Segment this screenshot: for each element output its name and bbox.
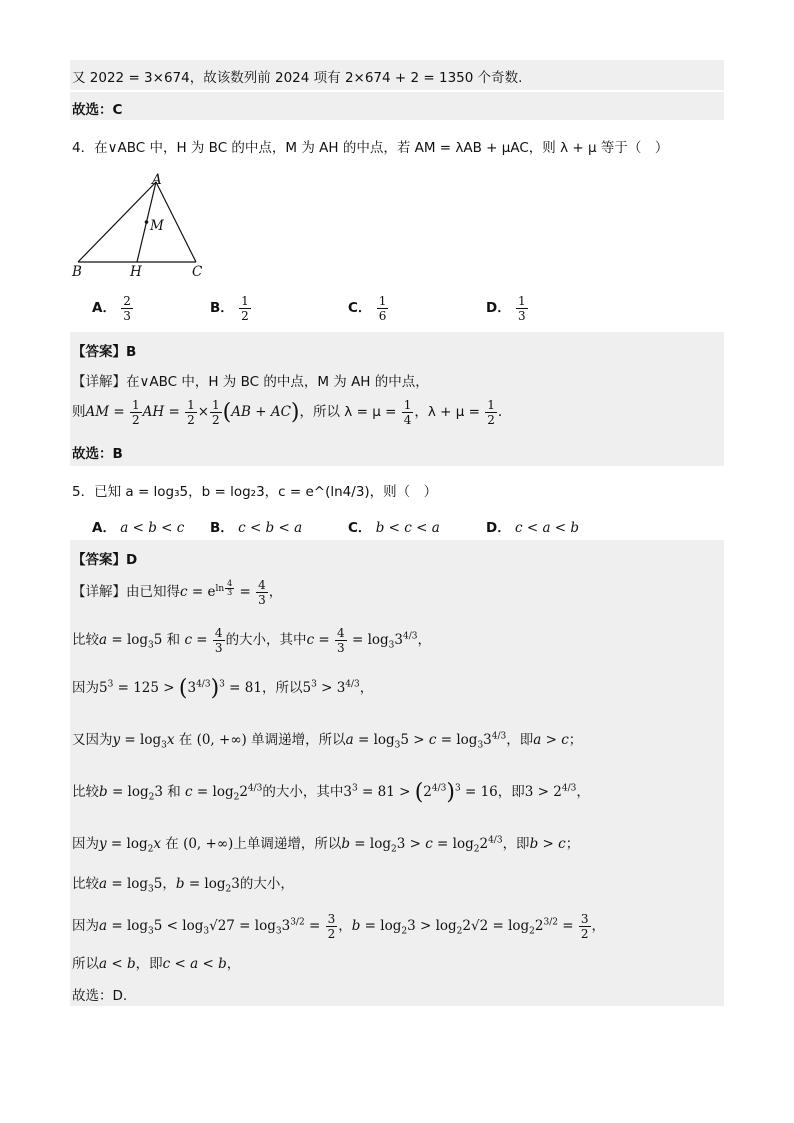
figure-label-b: B (72, 264, 82, 280)
q4-option-c: C． $\frac{1}{6}$ (348, 294, 387, 323)
q5-detail-7: 比较$a = \log_35$，$b = \log_23$的大小， (72, 876, 294, 895)
q5-choose: 故选：D. (72, 988, 128, 1004)
q5-answer: 【答案】D (72, 552, 138, 568)
q5-detail-1: 【详解】由已知得$c = e^{ln \frac{4}{3}}$ = $\frac{4}{3}$ ， (72, 578, 283, 607)
q3-choose-row (70, 92, 724, 120)
q4-stem: 4．在∨ABC 中，H 为 BC 的中点，M 为 AH 的中点，若 AM = λAB + μAC，则 λ + μ 等于（ ） (72, 140, 669, 156)
figure-label-h: H (130, 264, 142, 280)
q5-option-c: C． b < c < a (348, 520, 440, 536)
q3-choose: 故选：C (72, 102, 123, 118)
q5-detail-6: 因为$y = \log_2x$ 在 (0, +∞)上单调递增，所以$b = \log_23 > c = \log_22^{4/3}$，即b > c； (72, 835, 580, 855)
q3-summary-text: 又 2022 = 3×674，故该数列前 2024 项有 2×674 + 2 = 1350 个奇数. (72, 70, 523, 86)
q5-detail-8: 因为$a = \log_35 < \log_3√27 = \log_33^{3/2}$ = $\frac{3}{2}$ ，$b = \log_23 > \log_22√2 = \log_22^{3/2}$ = $\frac{3}{2}$ ， (72, 912, 606, 941)
figure-label-a: A (152, 172, 162, 188)
q5-option-b: B． c < b < a (210, 520, 303, 536)
q4-detail-2: 则AM = $\frac{1}{2}$ AH = $\frac{1}{2}$ × $\frac{1}{2}$ (AB + AC)，所以 λ = μ = $\frac{1}{4}$ ，λ + μ = $\frac{1}{2}$ . (72, 398, 503, 427)
q5-option-a: A． a < b < c (92, 520, 185, 536)
figure-label-c: C (192, 264, 203, 280)
q5-option-d: D． c < a < b (486, 520, 580, 536)
q4-answer: 【答案】B (72, 344, 137, 360)
q5-detail-9: 所以a < b，即c < a < b， (72, 956, 241, 972)
figure-label-m: M (150, 218, 164, 234)
q4-option-d: D． $\frac{1}{3}$ (486, 294, 526, 323)
q5-detail-5: 比较$b = \log_23$ 和 $c = \log_22^{4/3}$的大小，其中$3^3 = 81 > (2^{4/3})^3 = 16$，即$3 > 2^{4/3}$， (72, 780, 590, 805)
q5-detail-4: 又因为$y = \log_3x$ 在 (0, +∞) 单调递增，所以$a = \log_35 > c = \log_33^{4/3}$，即a > c； (72, 731, 583, 751)
q4-option-a: A． $\frac{2}{3}$ (92, 294, 131, 323)
q5-detail-2: 比较$a = \log_35$ 和 c = $\frac{4}{3}$ 的大小，其中c = $\frac{4}{3}$ = $\log_33^{4/3}$， (72, 626, 431, 655)
q5-detail-3: 因为$5^3 = 125 > (3^{4/3})^3 = 81$，所以$5^3 > 3^{4/3}$， (72, 676, 374, 701)
q4-choose: 故选：B (72, 446, 123, 462)
q4-detail-1: 【详解】在∨ABC 中，H 为 BC 的中点，M 为 AH 的中点， (72, 374, 429, 390)
q5-stem: 5．已知 a = log₃5，b = log₂3，c = e^(ln4/3)，则（ ） (72, 484, 438, 500)
q4-option-b: B． $\frac{1}{2}$ (210, 294, 249, 323)
